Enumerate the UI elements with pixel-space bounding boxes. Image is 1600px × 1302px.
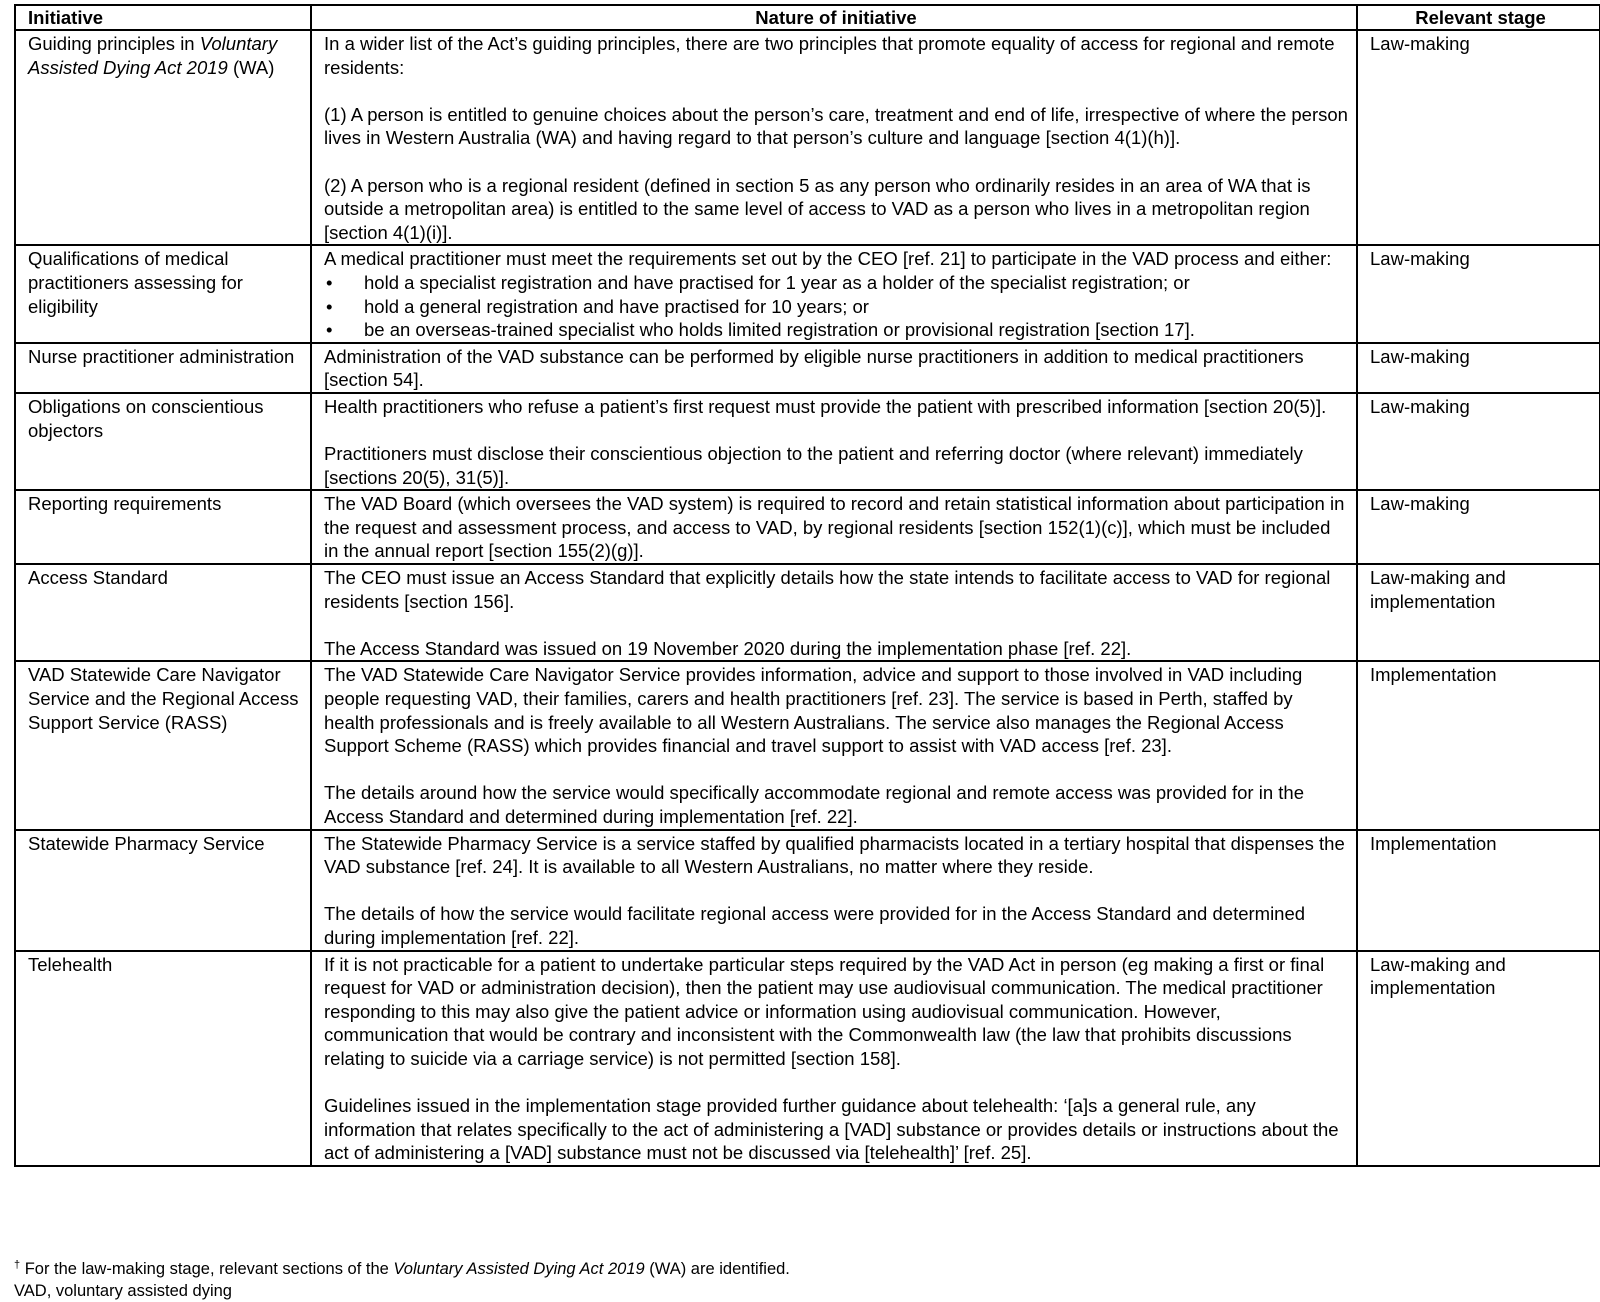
header-stage: Relevant stage — [1357, 5, 1600, 30]
stage-cell: Law-making — [1357, 30, 1600, 245]
stage-cell: Law-making and implementation — [1357, 951, 1600, 1166]
table-row — [15, 245, 1600, 342]
header-initiative: Initiative — [15, 5, 311, 30]
nature-cell: In a wider list of the Act’s guiding principles, there are two principles that promote equality of access for regional and remote residents: (1) A person is entitled to genuine choices about the person’s care, treatment and end of life, irrespective of where the person lives in Western Australia (WA) and having regard to that person’s culture and language [section 4(1)(h)]. (2) A person who is a regional resident (defined in section 5 as any person who ordinarily resides in an area of WA that is outside a metropolitan area) is entitled to the same level of access to VAD as a person who lives in a metropolitan region [section 4(1)(i)]. — [311, 30, 1357, 245]
nature-cell: The CEO must issue an Access Standard that explicitly details how the state intends to facilitate access to VAD for regional residents [section 156]. The Access Standard was issued on 19 November 2020 during the implementation phase [ref. 22]. — [311, 564, 1357, 661]
nature-cell: The Statewide Pharmacy Service is a service staffed by qualified pharmacists located in a tertiary hospital that dispenses the VAD substance [ref. 24]. It is available to all Western Australians, no matter where they reside. The details of how the service would facilitate regional access were provided for in the Access Standard and determined during implementation [ref. 22]. — [311, 830, 1357, 951]
table-row — [15, 30, 1600, 245]
nature-cell: If it is not practicable for a patient to undertake particular steps required by the VAD Act in person (eg making a first or final request for VAD or administration decision), then the patient may use audiovisual communication. The medical practitioner responding to this may also give the patient advice or information using audiovisual communication. However, communication that would be contrary and inconsistent with the Commonwealth law (the law that prohibits discussions relating to suicide via a carriage service) is not permitted [section 158]. Guidelines issued in the implementation stage provided further guidance about telehealth: ‘[a]s a general rule, any information that relates specifically to the act of administering a [VAD] substance or provides details or instructions about the act of administering a [VAD] substance must not be discussed via [telehealth]’ [ref. 25]. — [311, 951, 1357, 1166]
header-nature: Nature of initiative — [311, 5, 1357, 30]
list-item: • be an overseas-trained specialist who holds limited registration or provisional registration [section 17]. — [326, 319, 1195, 341]
stage-cell: Law-making — [1357, 393, 1600, 490]
stage-cell: Law-making — [1357, 490, 1600, 564]
nature-cell: The VAD Board (which oversees the VAD system) is required to record and retain statistical information about participation in the request and assessment process, and access to VAD, by regional residents [section 152(1)(c)], which must be included in the annual report [section 155(2)(g)]. — [311, 490, 1357, 564]
stage-cell: Implementation — [1357, 830, 1600, 951]
initiative-cell: Telehealth — [15, 951, 311, 1166]
initiative-cell: Statewide Pharmacy Service — [15, 830, 311, 951]
table-footnotes — [14, 1254, 790, 1302]
list-item: • hold a specialist registration and have practised for 1 year as a holder of the specialist registration; or — [326, 271, 1190, 293]
initiatives-table — [14, 4, 1600, 1167]
nature-cell: Administration of the VAD substance can be performed by eligible nurse practitioners in addition to medical practitioners [section 54]. — [311, 343, 1357, 393]
bullet-icon: • — [326, 271, 333, 293]
nature-cell: A medical practitioner must meet the requirements set out by the CEO [ref. 21] to participate in the VAD process and either: • hold a specialist registration and have practised for 1 year as a holder of the specialist registration; or • hold a general registration and have practised for 10 years; or • be an overseas-trained specialist who holds limited registration or provisional registration [section 17]. — [311, 245, 1357, 342]
table-row — [15, 564, 1600, 661]
footnote-law-making: † For the law-making stage, relevant sections of the Voluntary Assisted Dying Act 2019 (WA) are identified. — [14, 1259, 790, 1278]
bullet-icon: • — [326, 295, 333, 317]
initiative-cell: Guiding principles in Voluntary Assisted Dying Act 2019 (WA) — [15, 30, 311, 245]
list-item: • hold a general registration and have practised for 10 years; or — [326, 295, 869, 317]
table-row — [15, 951, 1600, 1166]
table-header-row — [15, 5, 1600, 30]
table-row — [15, 490, 1600, 564]
table-row — [15, 393, 1600, 490]
initiative-cell: Access Standard — [15, 564, 311, 661]
footnote-abbreviation: VAD, voluntary assisted dying — [14, 1282, 232, 1300]
initiative-cell: Reporting requirements — [15, 490, 311, 564]
dagger-mark: † — [14, 1259, 21, 1271]
bullet-icon: • — [326, 319, 333, 341]
initiative-cell: Obligations on conscientious objectors — [15, 393, 311, 490]
stage-cell: Law-making — [1357, 245, 1600, 342]
initiative-cell: Nurse practitioner administration — [15, 343, 311, 393]
initiative-cell: VAD Statewide Care Navigator Service and the Regional Access Support Service (RASS) — [15, 661, 311, 829]
bullet-list — [324, 271, 1348, 342]
stage-cell: Law-making — [1357, 343, 1600, 393]
nature-cell: The VAD Statewide Care Navigator Service provides information, advice and support to those involved in VAD including people requesting VAD, their families, carers and health practitioners [ref. 23]. The service is based in Perth, staffed by health professionals and is freely available to all Western Australians. The service also manages the Regional Access Support Scheme (RASS) which provides financial and travel support to assist with VAD access [ref. 23]. The details around how the service would specifically accommodate regional and remote access was provided for in the Access Standard and determined during implementation [ref. 22]. — [311, 661, 1357, 829]
table-row — [15, 343, 1600, 393]
stage-cell: Implementation — [1357, 661, 1600, 829]
initiative-cell: Qualifications of medical practitioners assessing for eligibility — [15, 245, 311, 342]
nature-cell: Health practitioners who refuse a patient’s first request must provide the patient with prescribed information [section 20(5)]. Practitioners must disclose their conscientious objection to the patient and referring doctor (where relevant) immediately [sections 20(5), 31(5)]. — [311, 393, 1357, 490]
table-row — [15, 830, 1600, 951]
table-row — [15, 661, 1600, 829]
stage-cell: Law-making and implementation — [1357, 564, 1600, 661]
